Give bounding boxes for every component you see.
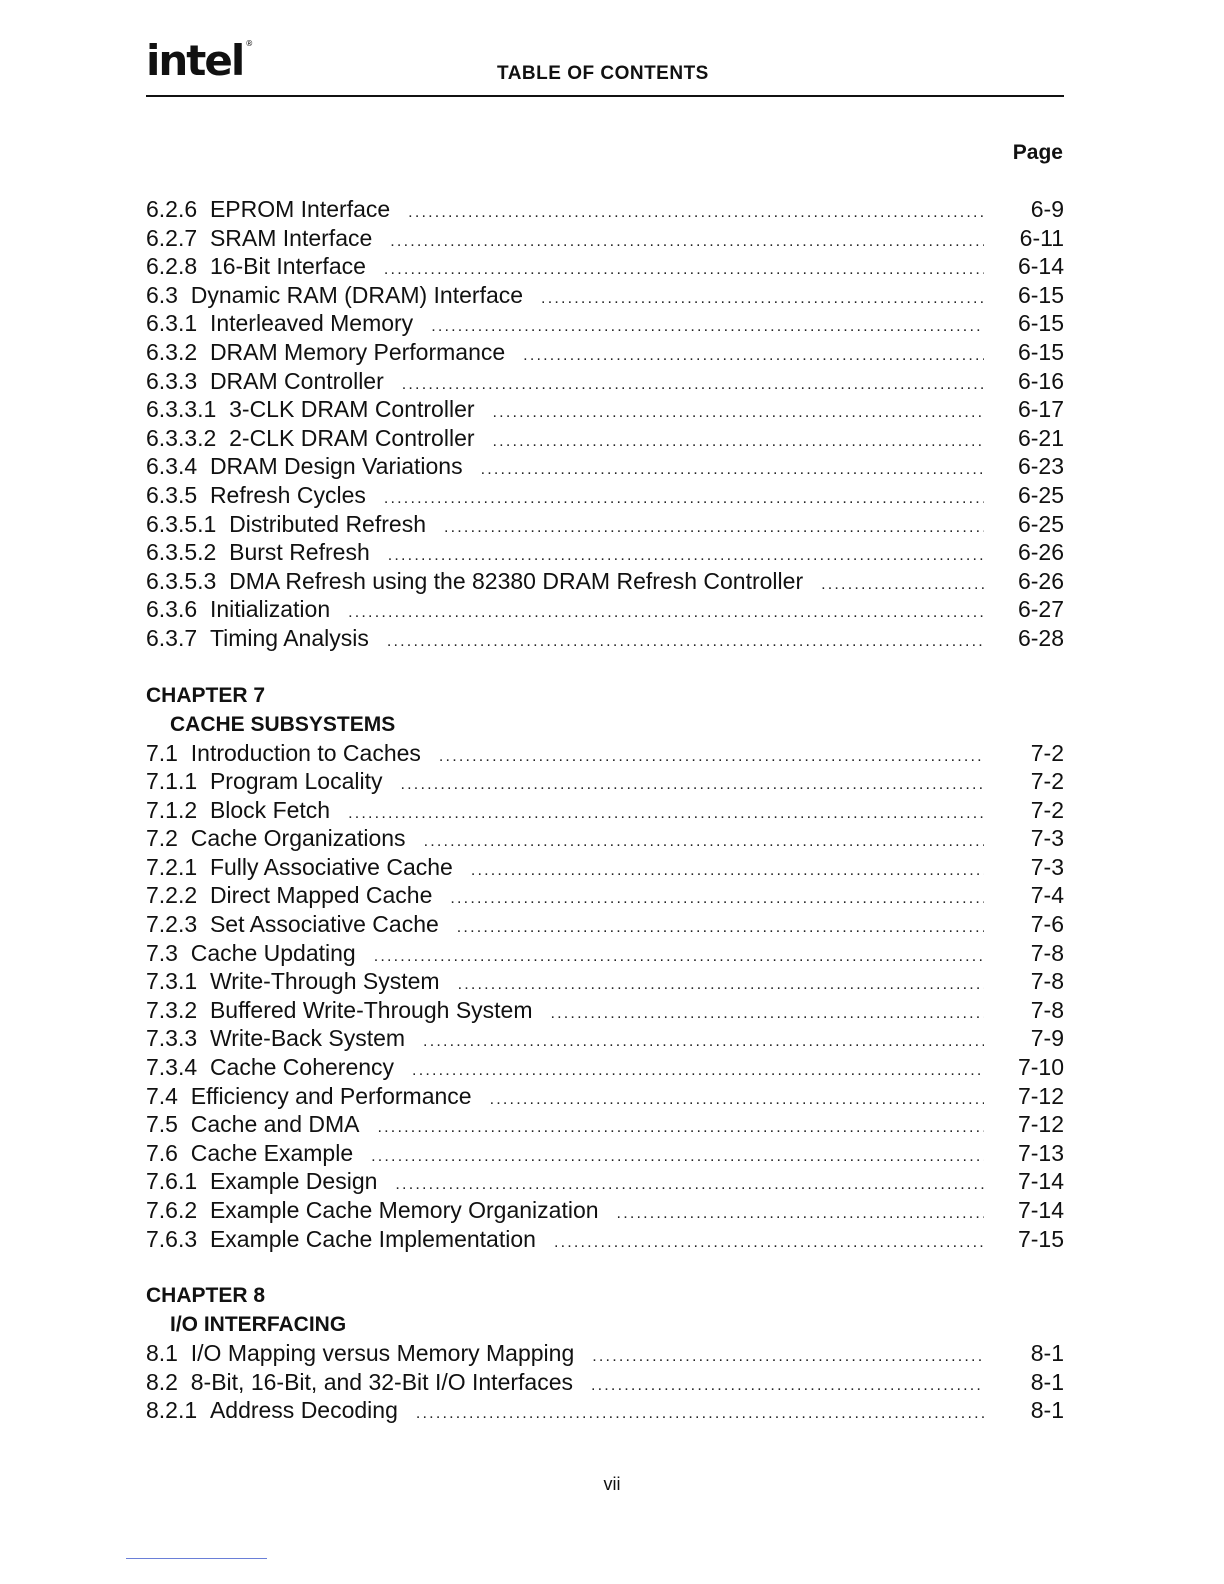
number-gap [197,1225,210,1254]
page-reference: 6-23 [1017,453,1064,480]
section-title: Efficiency and Performance [190,1082,472,1109]
page-reference: 7-12 [1017,1082,1064,1109]
number-gap [178,1339,191,1368]
page-reference: 7-8 [1030,968,1064,995]
dot-leader [423,1028,984,1057]
number-gap [197,767,210,796]
chapter-heading: CHAPTER 8 [146,1284,266,1308]
dot-leader [374,943,984,972]
number-gap [216,538,229,567]
toc-entry [146,424,1064,453]
section-number: 7.3.3 [146,1025,198,1052]
page-reference: 6-27 [1017,596,1064,623]
registered-mark: ® [245,39,252,48]
dot-leader [471,857,984,886]
number-gap [197,1024,210,1053]
number-gap [197,1167,210,1196]
page-reference: 7-6 [1030,911,1064,938]
dot-leader [617,1200,984,1229]
toc-entry [146,1024,1064,1053]
section-number: 7.1.1 [146,768,198,795]
toc-group [146,1281,1064,1425]
page-reference: 7-2 [1030,739,1064,766]
page-reference: 6-25 [1017,510,1064,537]
section-number: 7.6.3 [146,1225,198,1252]
number-gap [197,967,210,996]
section-number: 6.2.7 [146,224,198,251]
section-number: 6.2.6 [146,196,198,222]
section-number: 6.3.5.2 [146,539,217,566]
section-number: 6.3.3.2 [146,424,217,451]
toc-entry [146,224,1064,253]
dot-leader [457,914,984,943]
toc-entry [146,1110,1064,1139]
section-title: Set Associative Cache [209,911,439,938]
dot-leader [378,1114,984,1143]
section-title: Direct Mapped Cache [209,882,433,909]
page-reference: 6-9 [1030,196,1064,222]
section-title: DMA Refresh using the 82380 DRAM Refresh Controller [229,567,804,594]
section-number: 6.3.7 [146,624,198,651]
number-gap [197,481,210,510]
number-gap [178,1082,191,1111]
page-reference: 6-11 [1019,224,1064,251]
page-reference: 7-3 [1030,853,1064,880]
section-title: DRAM Design Variations [209,453,463,480]
page-reference: 6-16 [1017,367,1064,394]
section-number: 7.5 [146,1111,178,1138]
section-number: 7.6.2 [146,1197,198,1223]
section-title: 3-CLK DRAM Controller [229,396,475,423]
number-gap [197,996,210,1025]
toc-entry [146,939,1064,968]
page-reference: 6-17 [1017,396,1064,423]
section-number: 6.3.1 [146,310,198,337]
section-number: 8.1 [146,1340,178,1367]
number-gap [197,252,210,281]
toc-group [146,681,1064,1254]
section-title: Timing Analysis [209,624,369,651]
toc-entry [146,1368,1064,1397]
section-title: Example Cache Implementation [209,1225,536,1252]
page-reference: 6-26 [1017,539,1064,566]
section-title: 2-CLK DRAM Controller [229,424,475,451]
section-number: 6.3.3.1 [146,396,217,423]
page-reference: 6-28 [1017,624,1064,651]
toc-entry [146,1053,1064,1082]
toc-entry [146,395,1064,424]
dot-leader [450,885,984,914]
page-reference: 7-8 [1030,939,1064,966]
section-title: Cache Organizations [190,825,406,852]
page-reference: 7-2 [1030,768,1064,795]
dot-leader [408,199,984,228]
section-number: 6.3.5.3 [146,567,217,594]
section-title: Buffered Write-Through System [209,996,533,1023]
section-title: Fully Associative Cache [209,853,453,880]
dot-leader [439,743,984,772]
section-number: 7.3.1 [146,968,198,995]
section-number: 7.4 [146,1082,178,1109]
section-title: 8-Bit, 16-Bit, and 32-Bit I/O Interfaces [190,1368,573,1395]
dot-leader [541,285,984,314]
toc-entry [146,853,1064,882]
number-gap [216,424,229,453]
section-title: Burst Refresh [229,539,370,566]
page-reference: 7-2 [1030,796,1064,823]
number-gap [197,1053,210,1082]
page-column-label: Page [1012,141,1063,164]
toc-entry [146,1339,1064,1368]
table-of-contents [146,195,1064,1425]
dot-leader [523,342,984,371]
number-gap [197,195,210,224]
dot-leader [592,1343,984,1372]
number-gap [178,281,191,310]
section-title: Program Locality [209,768,383,795]
number-gap [197,853,210,882]
section-number: 7.3.2 [146,996,198,1023]
page-reference: 7-10 [1017,1054,1064,1081]
page-reference: 6-15 [1017,310,1064,337]
section-number: 7.2 [146,825,178,852]
toc-entry [146,1225,1064,1254]
toc-entry [146,881,1064,910]
page-reference: 7-13 [1017,1139,1064,1166]
section-title: Example Cache Memory Organization [209,1197,599,1223]
number-gap [197,1196,210,1225]
page-reference: 7-15 [1017,1225,1064,1252]
page-reference: 7-14 [1017,1197,1064,1223]
number-gap [197,224,210,253]
dot-leader [481,456,984,485]
page-number: vii [603,1474,621,1494]
section-number: 6.3.3 [146,367,198,394]
toc-entry [146,309,1064,338]
dot-leader [591,1372,984,1401]
number-gap [178,939,191,968]
section-title: Block Fetch [209,796,331,823]
section-number: 6.3.5.1 [146,510,217,537]
page-reference: 8-1 [1030,1368,1064,1395]
toc-entry [146,1167,1064,1196]
toc-group [146,195,1064,653]
dot-leader [493,428,984,457]
section-title: Write-Back System [209,1025,406,1052]
dot-leader [402,371,984,400]
section-number: 7.3.4 [146,1054,198,1081]
chapter-title: CACHE SUBSYSTEMS [170,712,396,736]
section-title: Distributed Refresh [229,510,426,537]
dot-leader [390,228,984,257]
number-gap [216,567,229,596]
page-reference: 7-12 [1017,1111,1064,1138]
toc-entry [146,1082,1064,1111]
dot-leader [493,399,984,428]
dot-leader [458,971,984,1000]
chapter-heading: CHAPTER 7 [146,683,266,707]
number-gap [197,367,210,396]
dot-leader [424,828,984,857]
number-gap [197,796,210,825]
section-number: 7.6 [146,1139,178,1166]
page-reference: 6-14 [1017,253,1064,280]
page-title: TABLE OF CONTENTS [497,63,709,84]
number-gap [178,1368,191,1397]
toc-entry [146,252,1064,281]
toc-entry [146,1196,1064,1225]
dot-leader [416,1400,984,1429]
page-reference: 6-25 [1017,481,1064,508]
section-title: Interleaved Memory [209,310,414,337]
number-gap [216,395,229,424]
section-number: 8.2 [146,1368,178,1395]
page-reference: 6-21 [1017,424,1064,451]
toc-entry [146,910,1064,939]
section-title: Introduction to Caches [190,739,421,766]
section-title: Cache Updating [190,939,356,966]
bottom-rule [126,1558,267,1559]
dot-leader [821,571,984,600]
section-title: I/O Mapping versus Memory Mapping [190,1340,575,1367]
section-number: 7.2.1 [146,853,198,880]
number-gap [197,338,210,367]
page-reference: 7-9 [1030,1025,1064,1052]
page-reference: 7-8 [1030,996,1064,1023]
header-rule [146,95,1064,97]
number-gap [178,1139,191,1168]
number-gap [216,510,229,539]
section-title: DRAM Controller [209,367,384,394]
section-number: 7.2.3 [146,911,198,938]
number-gap [197,881,210,910]
dot-leader [348,800,984,829]
number-gap [197,595,210,624]
dot-leader [401,771,984,800]
section-title: EPROM Interface [209,196,391,222]
toc-entry [146,1396,1064,1425]
dot-leader [371,1143,984,1172]
toc-entry [146,538,1064,567]
section-number: 7.6.1 [146,1168,198,1195]
page-reference: 6-26 [1017,567,1064,594]
toc-entry [146,1139,1064,1168]
toc-entry [146,739,1064,768]
number-gap [178,1110,191,1139]
section-number: 6.3.6 [146,596,198,623]
number-gap [197,624,210,653]
section-title: Refresh Cycles [209,481,366,508]
toc-entry [146,996,1064,1025]
toc-entry [146,281,1064,310]
chapter-title: I/O INTERFACING [170,1313,347,1337]
toc-entry [146,595,1064,624]
number-gap [178,824,191,853]
toc-entry [146,195,1064,224]
section-number: 7.2.2 [146,882,198,909]
section-title: 16-Bit Interface [209,253,366,280]
toc-entry [146,967,1064,996]
page-reference: 7-14 [1017,1168,1064,1195]
toc-entry [146,767,1064,796]
logo-wordmark: intel [146,36,244,85]
toc-entry [146,624,1064,653]
section-title: Cache Coherency [209,1054,395,1081]
toc-entry [146,367,1064,396]
section-title: Cache and DMA [190,1111,360,1138]
toc-entry [146,796,1064,825]
section-number: 7.1 [146,739,178,766]
number-gap [197,910,210,939]
page-reference: 7-3 [1030,825,1064,852]
intel-logo [146,36,252,85]
number-gap [178,739,191,768]
section-number: 7.3 [146,939,178,966]
toc-entry [146,824,1064,853]
section-number: 6.2.8 [146,253,198,280]
toc-entry [146,338,1064,367]
number-gap [197,309,210,338]
number-gap [197,452,210,481]
section-number: 6.3 [146,281,178,308]
section-title: Dynamic RAM (DRAM) Interface [190,281,524,308]
dot-leader [554,1229,984,1258]
dot-leader [551,1000,985,1029]
section-title: Address Decoding [209,1397,398,1424]
section-title: Write-Through System [209,968,440,995]
toc-entry [146,452,1064,481]
dot-leader [384,485,984,514]
dot-leader [431,313,984,342]
dot-leader [490,1086,984,1115]
section-number: 7.1.2 [146,796,198,823]
page-reference: 7-4 [1030,882,1064,909]
dot-leader [387,628,984,657]
dot-leader [348,599,984,628]
section-number: 6.3.4 [146,453,198,480]
section-title: Cache Example [190,1139,354,1166]
toc-entry [146,481,1064,510]
section-number: 8.2.1 [146,1397,198,1424]
dot-leader [444,514,984,543]
toc-entry [146,567,1064,596]
section-title: Example Design [209,1168,378,1195]
page-reference: 8-1 [1030,1397,1064,1424]
section-title: SRAM Interface [209,224,373,251]
section-number: 6.3.5 [146,481,198,508]
page-reference: 8-1 [1030,1340,1064,1367]
section-title: DRAM Memory Performance [209,338,506,365]
page-reference: 6-15 [1017,338,1064,365]
number-gap [197,1396,210,1425]
dot-leader [412,1057,984,1086]
toc-entry [146,510,1064,539]
section-title: Initialization [209,596,331,623]
page-reference: 6-15 [1017,281,1064,308]
section-number: 6.3.2 [146,338,198,365]
